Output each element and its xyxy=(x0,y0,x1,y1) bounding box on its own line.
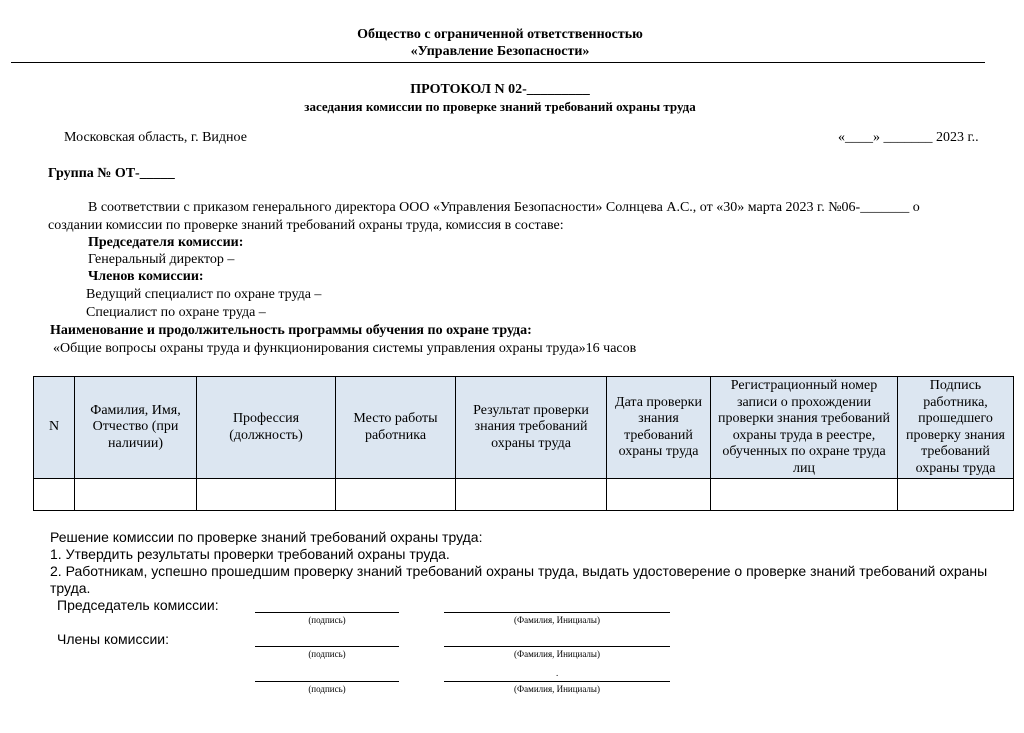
table-cell[interactable] xyxy=(456,479,607,511)
table-row xyxy=(34,479,1014,511)
members-signature-label: Члены комиссии: xyxy=(57,631,170,647)
results-table xyxy=(33,376,1014,511)
table-cell[interactable] xyxy=(898,479,1014,511)
table-header-row xyxy=(34,377,1014,479)
col-header-profession: Профессия (должность) xyxy=(197,377,336,479)
table-cell[interactable] xyxy=(607,479,711,511)
member-2-signature-caption: (подпись) xyxy=(308,684,346,694)
col-header-signature: Подпись работника, прошедшего проверку знания требований охраны труда xyxy=(898,377,1014,479)
decision-item-2-line2: труда. xyxy=(50,580,91,596)
member-2-role: Специалист по охране труда – xyxy=(86,305,266,320)
member-1-role: Ведущий специалист по охране труда – xyxy=(86,287,322,302)
member-1-signature-line[interactable] xyxy=(255,646,399,647)
member-1-signature-caption: (подпись) xyxy=(308,649,346,659)
member-2-name-caption: (Фамилия, Инициалы) xyxy=(514,684,600,694)
group-number: Группа № ОТ-_____ xyxy=(48,166,175,181)
program-text: «Общие вопросы охраны труда и функционирования системы управления охраны труда»16 часов xyxy=(53,341,637,356)
protocol-title: ПРОТОКОЛ N 02-_________ xyxy=(410,82,590,97)
member-1-name-line[interactable] xyxy=(444,646,670,647)
col-header-registry-number: Регистрационный номер записи о прохождении проверки знания требований охраны труда в реестре, обученных по охране труда лиц xyxy=(711,377,898,479)
decision-heading: Решение комиссии по проверке знаний требований охраны труда: xyxy=(50,529,483,545)
place-text: Московская область, г. Видное xyxy=(64,130,247,145)
table-cell[interactable] xyxy=(75,479,197,511)
decision-item-2-line1: 2. Работникам, успешно прошедшим проверку знаний требований охраны труда, выдать удостоверение о проверке знаний требований охраны xyxy=(50,563,988,579)
table-cell[interactable] xyxy=(34,479,75,511)
member-2-name-line[interactable] xyxy=(444,681,670,682)
order-paragraph-line1: В соответствии с приказом генерального директора ООО «Управления Безопасности» Солнцева А.С., от «30» марта 2023 г. №06-_______ о xyxy=(88,200,920,215)
chair-signature-line[interactable] xyxy=(255,612,399,613)
table-cell[interactable] xyxy=(336,479,456,511)
chair-signature-caption: (подпись) xyxy=(308,615,346,625)
org-name-line2: «Управление Безопасности» xyxy=(410,44,590,59)
decision-item-1: 1. Утвердить результаты проверки требований охраны труда. xyxy=(50,546,450,562)
table-cell[interactable] xyxy=(711,479,898,511)
chair-name-line[interactable] xyxy=(444,612,670,613)
table-cell[interactable] xyxy=(197,479,336,511)
col-header-full-name: Фамилия, Имя, Отчество (при наличии) xyxy=(75,377,197,479)
col-header-result: Результат проверки знания требований охраны труда xyxy=(456,377,607,479)
header-divider xyxy=(11,62,985,63)
date-text: «____» _______ 2023 г.. xyxy=(838,130,979,145)
chair-signature-label: Председатель комиссии: xyxy=(57,597,219,613)
chair-heading: Председателя комиссии: xyxy=(88,235,244,250)
dot-mark: . xyxy=(556,668,559,678)
org-name-line1: Общество с ограниченной ответственностью xyxy=(357,27,643,42)
program-heading: Наименование и продолжительность программы обучения по охране труда: xyxy=(50,323,532,338)
col-header-workplace: Место работы работника xyxy=(336,377,456,479)
chair-name-caption: (Фамилия, Инициалы) xyxy=(514,615,600,625)
protocol-subtitle: заседания комиссии по проверке знаний требований охраны труда xyxy=(304,99,696,114)
col-header-date: Дата проверки знания требований охраны труда xyxy=(607,377,711,479)
member-1-name-caption: (Фамилия, Инициалы) xyxy=(514,649,600,659)
chair-role: Генеральный директор – xyxy=(88,252,235,267)
members-heading: Членов комиссии: xyxy=(88,269,204,284)
col-header-number: N xyxy=(34,377,75,479)
order-paragraph-line2: создании комиссии по проверке знаний требований охраны труда, комиссия в составе: xyxy=(48,218,564,233)
member-2-signature-line[interactable] xyxy=(255,681,399,682)
